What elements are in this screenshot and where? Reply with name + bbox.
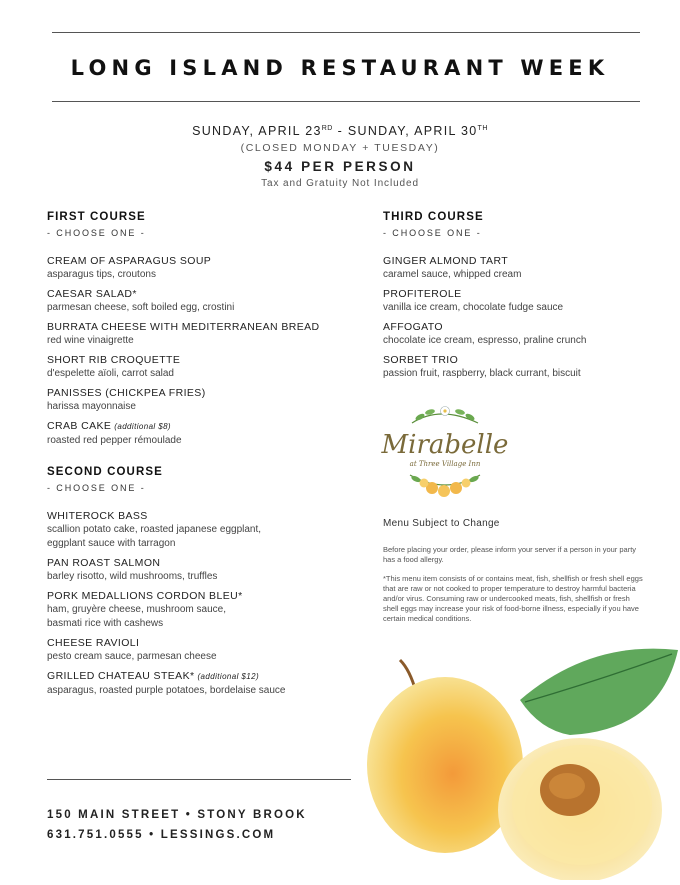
item-name: PORK MEDALLIONS CORDON BLEU* <box>47 590 243 602</box>
item-name: CREAM OF ASPARAGUS SOUP <box>47 255 212 267</box>
menu-item <box>47 636 347 664</box>
third-course-title: THIRD COURSE <box>383 211 484 223</box>
contact-info: 631.751.0555 • LESSINGS.COM <box>47 829 276 841</box>
item-desc: roasted red pepper rémoulade <box>47 435 182 446</box>
closed-days: (CLOSED MONDAY + TUESDAY) <box>240 142 440 154</box>
event-dates <box>0 124 680 138</box>
item-desc: barley risotto, wild mushrooms, truffles <box>47 571 218 582</box>
allergy-note: Before placing your order, please inform your server if a person in your party has a food allergy. <box>383 545 637 564</box>
third-course-items <box>383 254 663 381</box>
menu-item <box>383 287 663 315</box>
peach-illustration <box>360 640 680 880</box>
logo-subtitle: at Three Village Inn <box>409 460 481 468</box>
item-desc-line2: eggplant sauce with tarragon <box>47 538 176 549</box>
item-desc: harissa mayonnaise <box>47 401 136 412</box>
second-course-items <box>47 509 347 698</box>
item-desc: pesto cream sauce, parmesan cheese <box>47 651 217 662</box>
item-additional-price: (additional $8) <box>114 422 171 431</box>
first-course-choose: - CHOOSE ONE - <box>47 228 146 238</box>
item-desc: scallion potato cake, roasted japanese eggplant, <box>47 524 262 535</box>
first-course-items <box>47 254 347 448</box>
item-name: GINGER ALMOND TART <box>383 255 509 267</box>
date-end: - SUNDAY, APRIL 30 <box>332 124 478 138</box>
menu-item <box>383 254 663 282</box>
title-rule <box>52 101 640 102</box>
first-course-title: FIRST COURSE <box>47 211 146 223</box>
item-additional-price: (additional $12) <box>197 672 260 681</box>
menu-item <box>47 353 347 381</box>
menu-subject-note: Menu Subject to Change <box>383 518 500 529</box>
footer-rule <box>47 779 351 780</box>
menu-item <box>47 419 347 448</box>
date-start-suffix: RD <box>321 124 333 132</box>
page-title: LONG ISLAND RESTAURANT WEEK <box>70 56 610 80</box>
second-course-choose: - CHOOSE ONE - <box>47 483 146 493</box>
third-course-choose: - CHOOSE ONE - <box>383 228 482 238</box>
raw-food-disclaimer: *This menu item consists of or contains meat, fish, shellfish or fresh shell eggs that are raw or not cooked to proper temperature to destroy harmful bacteria and/or virus. Consuming raw or undercooked meats, fish, shellfish or fresh shell eggs may increase your risk of food-borne illness, especially if you have certain medical conditions. <box>383 574 643 623</box>
item-desc: parmesan cheese, soft boiled egg, crostini <box>47 302 235 313</box>
item-desc: vanilla ice cream, chocolate fudge sauce <box>383 302 564 313</box>
item-name: SHORT RIB CROQUETTE <box>47 354 181 366</box>
notes-section <box>383 518 643 624</box>
item-desc: d'espelette aïoli, carrot salad <box>47 368 174 379</box>
item-desc: asparagus tips, croutons <box>47 269 156 280</box>
item-name: WHITEROCK BASS <box>47 510 148 522</box>
second-course-title: SECOND COURSE <box>47 466 163 478</box>
address: 150 MAIN STREET • STONY BROOK <box>47 809 307 821</box>
price: $44 PER PERSON <box>264 159 416 174</box>
tax-note: Tax and Gratuity Not Included <box>261 178 419 189</box>
item-desc: caramel sauce, whipped cream <box>383 269 522 280</box>
second-course-section <box>47 466 347 698</box>
item-desc: ham, gruyère cheese, mushroom sauce, <box>47 604 226 615</box>
date-end-suffix: TH <box>477 124 488 132</box>
item-name-text: GRILLED CHATEAU STEAK* <box>47 670 195 682</box>
first-course-section <box>47 211 347 448</box>
third-course-section <box>383 211 663 381</box>
item-name-text: CRAB CAKE <box>47 420 112 432</box>
top-rule <box>52 32 640 33</box>
item-name: BURRATA CHEESE WITH MEDITERRANEAN BREAD <box>47 321 320 333</box>
item-name: PAN ROAST SALMON <box>47 557 161 569</box>
menu-item <box>47 320 347 348</box>
item-desc: asparagus, roasted purple potatoes, bordelaise sauce <box>47 685 286 696</box>
item-desc: passion fruit, raspberry, black currant, biscuit <box>383 368 581 379</box>
item-name: AFFOGATO <box>383 321 443 333</box>
menu-item <box>47 589 347 631</box>
menu-item <box>47 669 347 698</box>
logo-graphic <box>380 403 510 503</box>
item-name: CAESAR SALAD* <box>47 288 137 300</box>
mirabelle-logo <box>380 403 510 503</box>
peach-graphic <box>360 640 680 880</box>
item-name <box>47 419 347 434</box>
item-name <box>47 669 347 684</box>
item-name: CHEESE RAVIOLI <box>47 637 140 649</box>
menu-item <box>383 353 663 381</box>
menu-item <box>47 509 347 551</box>
menu-item <box>47 556 347 584</box>
menu-item <box>47 287 347 315</box>
item-desc: red wine vinaigrette <box>47 335 134 346</box>
date-start: SUNDAY, APRIL 23 <box>192 124 322 138</box>
menu-item <box>383 320 663 348</box>
item-name: SORBET TRIO <box>383 354 459 366</box>
item-desc: chocolate ice cream, espresso, praline crunch <box>383 335 587 346</box>
menu-item <box>47 254 347 282</box>
item-name: PROFITEROLE <box>383 288 462 300</box>
menu-item <box>47 386 347 414</box>
item-desc-line2: basmati rice with cashews <box>47 618 164 629</box>
logo-name: Mirabelle <box>381 430 509 460</box>
item-name: PANISSES (CHICKPEA FRIES) <box>47 387 206 399</box>
